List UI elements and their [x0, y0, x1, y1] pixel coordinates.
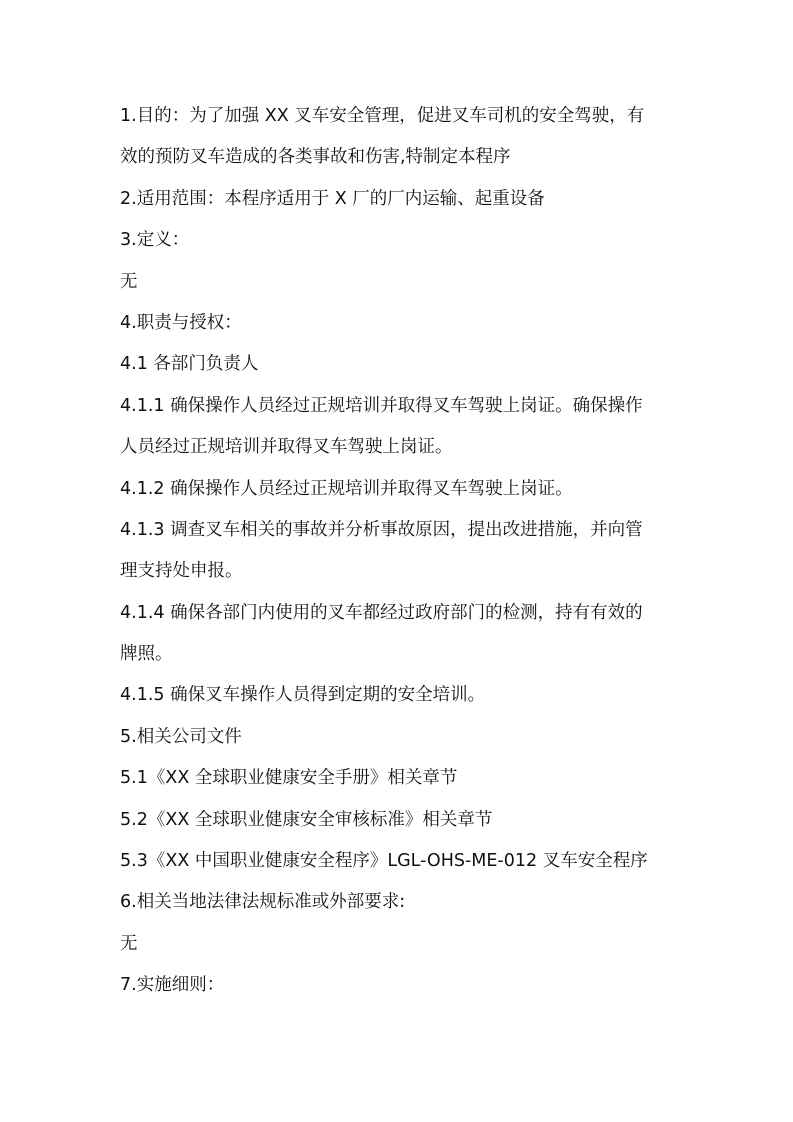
line-regulations-heading: 6.相关当地法律法规标准或外部要求:	[120, 892, 406, 913]
line-responsibility-heading: 4.职责与授权：	[120, 312, 242, 333]
line-4-1-4-a: 4.1.4 确保各部门内使用的叉车都经过政府部门的检测，持有有效的	[120, 602, 643, 623]
line-5-2: 5.2《XX 全球职业健康安全审核标准》相关章节	[120, 809, 493, 830]
line-5-1: 5.1《XX 全球职业健康安全手册》相关章节	[120, 768, 458, 789]
line-4-1-3-a: 4.1.3 调查叉车相关的事故并分析事故原因，提出改进措施，并向管	[120, 519, 643, 540]
line-5-3: 5.3《XX 中国职业健康安全程序》LGL-OHS-ME-012 叉车安全程序	[120, 851, 648, 872]
line-4-1-4-b: 牌照。	[120, 644, 173, 665]
document-body	[120, 102, 675, 1013]
line-definition-none: 无	[120, 271, 138, 292]
line-related-docs-heading: 5.相关公司文件	[120, 726, 242, 747]
line-4-1-1-a: 4.1.1 确保操作人员经过正规培训并取得叉车驾驶上岗证。确保操作	[120, 395, 643, 416]
line-4-1-1-b: 人员经过正规培训并取得叉车驾驶上岗证。	[120, 437, 453, 458]
line-definition-heading: 3.定义：	[120, 230, 190, 251]
line-purpose-2: 效的预防叉车造成的各类事故和伤害,特制定本程序	[120, 147, 511, 168]
line-4-1-2: 4.1.2 确保操作人员经过正规培训并取得叉车驾驶上岗证。	[120, 478, 573, 499]
line-4-1: 4.1 各部门负责人	[120, 354, 259, 375]
line-regulations-none: 无	[120, 933, 138, 954]
line-scope: 2.适用范围：本程序适用于 X 厂的厂内运输、起重设备	[120, 188, 545, 209]
line-4-1-3-b: 理支持处申报。	[120, 561, 243, 582]
line-4-1-5: 4.1.5 确保叉车操作人员得到定期的安全培训。	[120, 685, 486, 706]
line-implementation-heading: 7.实施细则：	[120, 975, 225, 996]
line-purpose-1: 1.目的：为了加强 XX 叉车安全管理，促进叉车司机的安全驾驶，有	[120, 106, 645, 126]
